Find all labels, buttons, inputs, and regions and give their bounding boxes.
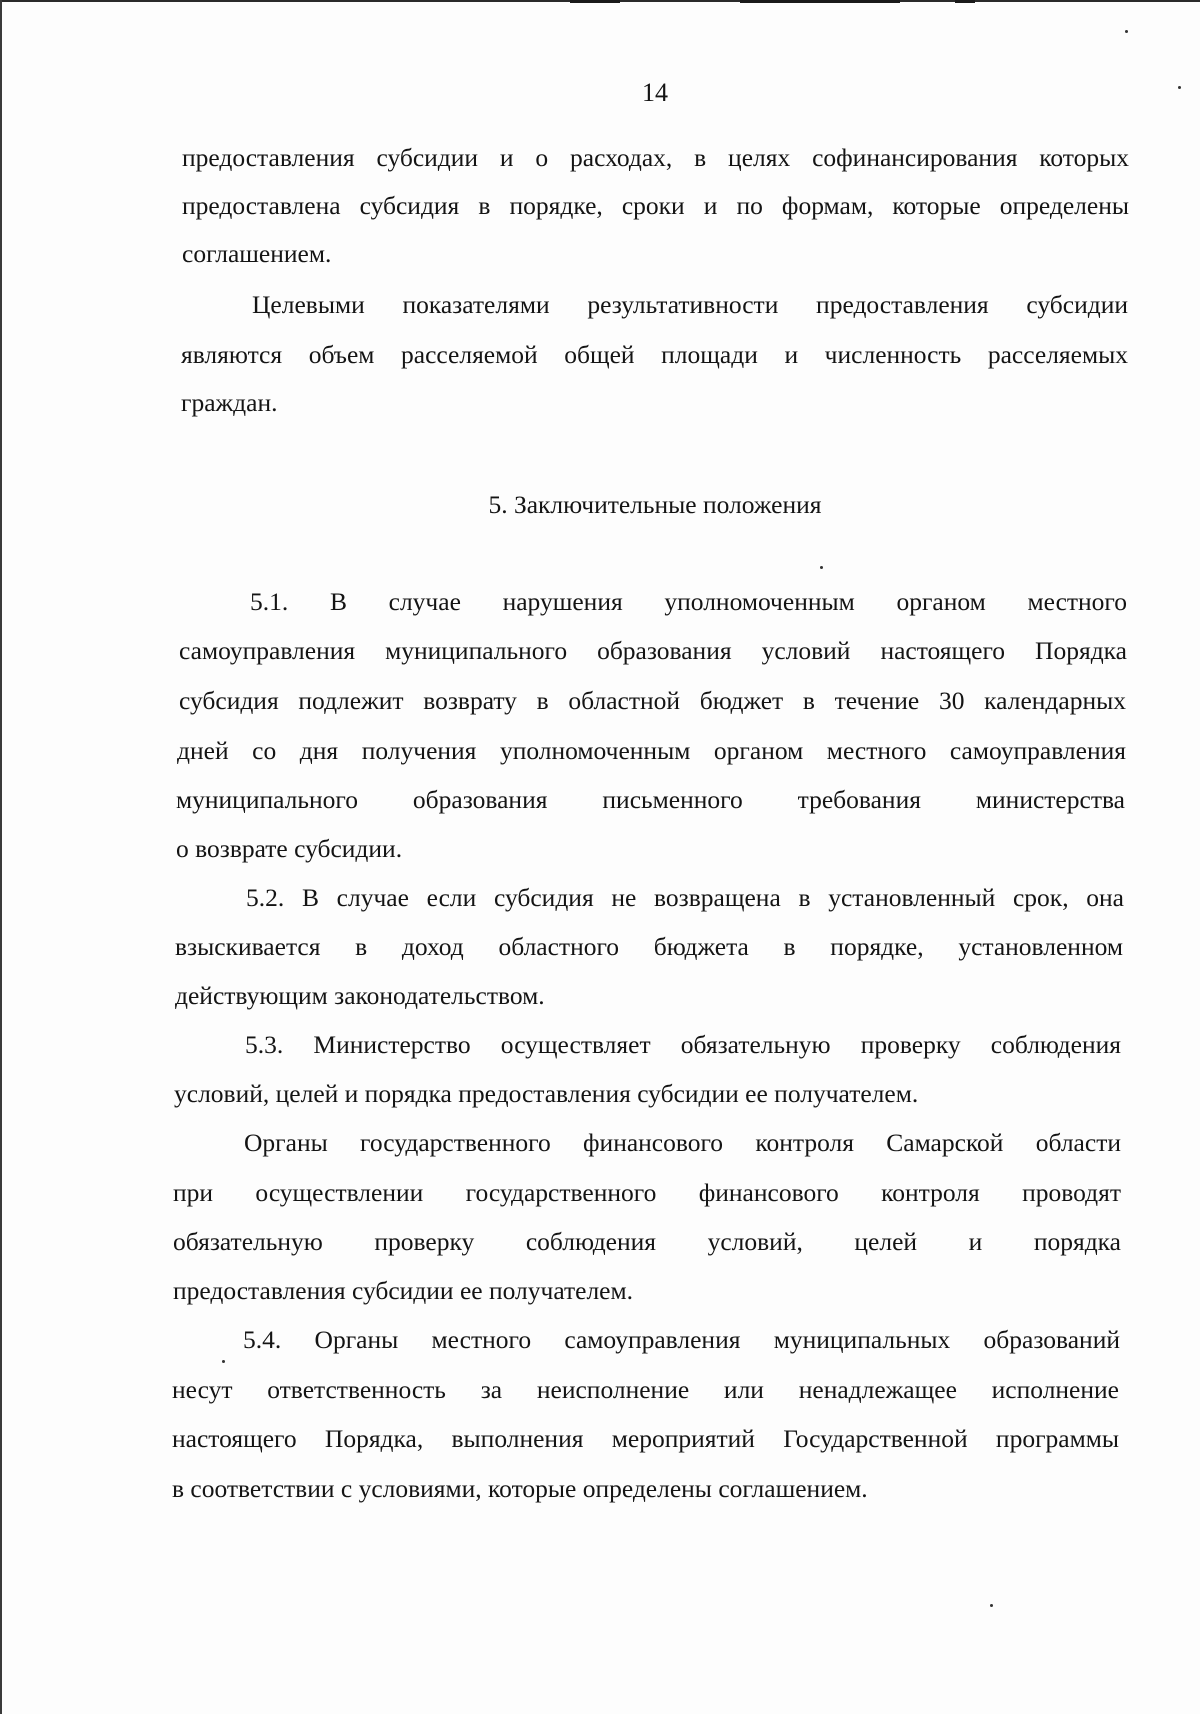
text-line: дней со дня получения уполномоченным органом местного самоуправления: [177, 736, 1126, 765]
scan-artifact: [955, 0, 975, 3]
scan-speck: [990, 1604, 993, 1607]
text-line: о возврате субсидии.: [176, 834, 403, 863]
text-line: предоставления субсидии ее получателем.: [173, 1276, 633, 1305]
scan-artifact: [570, 0, 620, 3]
text-line: несут ответственность за неисполнение или ненадлежащее исполнение: [172, 1375, 1119, 1404]
scan-speck: [820, 566, 823, 569]
scan-speck: [222, 1360, 225, 1363]
text-line: соглашением.: [182, 239, 332, 268]
text-line: взыскивается в доход областного бюджета в порядке, установленном: [175, 932, 1123, 961]
page-number: 14: [642, 78, 668, 107]
text-line: граждан.: [181, 388, 278, 417]
text-line: самоуправления муниципального образования условий настоящего Порядка: [179, 636, 1127, 665]
scan-artifact: [740, 0, 900, 3]
text-line: Целевыми показателями результативности предоставления субсидии: [252, 290, 1128, 319]
text-line: обязательную проверку соблюдения условий, целей и порядка: [173, 1227, 1121, 1256]
scan-edge-left: [0, 0, 2, 1714]
section-heading: 5. Заключительные положения: [488, 490, 822, 519]
text-line: Органы государственного финансового контроля Самарской области: [244, 1128, 1121, 1157]
text-line: предоставлена субсидия в порядке, сроки и по формам, которые определены: [182, 191, 1129, 220]
text-line: условий, целей и порядка предоставления субсидии ее получателем.: [174, 1079, 919, 1108]
text-line: являются объем расселяемой общей площади и численность расселяемых: [181, 340, 1128, 369]
text-line: 5.1. В случае нарушения уполномоченным органом местного: [250, 587, 1127, 616]
text-line: в соответствии с условиями, которые определены соглашением.: [172, 1474, 868, 1503]
scan-speck: [1125, 30, 1128, 33]
text-line: предоставления субсидии и о расходах, в целях софинансирования которых: [182, 143, 1129, 172]
text-line: субсидия подлежит возврату в областной бюджет в течение 30 календарных: [179, 686, 1126, 715]
text-line: 5.3. Министерство осуществляет обязательную проверку соблюдения: [245, 1030, 1121, 1059]
text-line: настоящего Порядка, выполнения мероприятий Государственной программы: [172, 1424, 1119, 1453]
text-line: при осуществлении государственного финансового контроля проводят: [173, 1178, 1121, 1207]
text-line: действующим законодательством.: [175, 981, 545, 1010]
text-line: 5.4. Органы местного самоуправления муниципальных образований: [243, 1325, 1120, 1354]
text-line: муниципального образования письменного требования министерства: [176, 785, 1125, 814]
text-line: 5.2. В случае если субсидия не возвращена в установленный срок, она: [246, 883, 1124, 912]
